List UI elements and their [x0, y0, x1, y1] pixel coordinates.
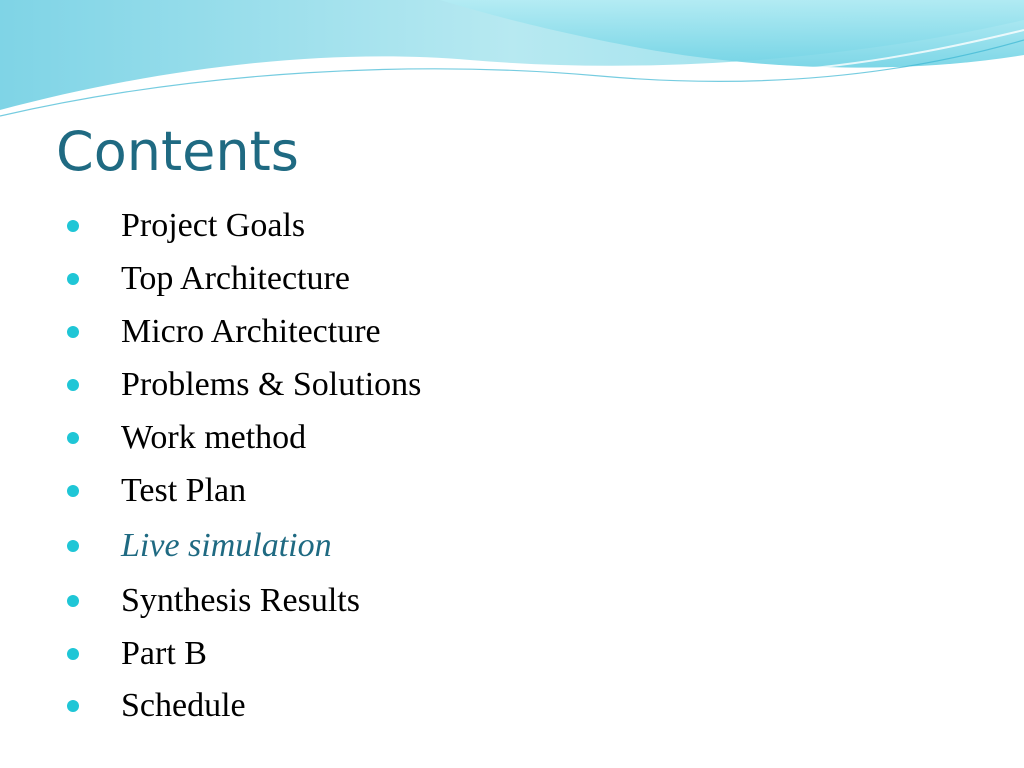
list-item-label: Part B: [121, 635, 207, 672]
list-item-label: Problems & Solutions: [121, 366, 422, 403]
list-item-label: Schedule: [121, 687, 246, 724]
live-simulation-link[interactable]: Live simulation: [121, 527, 332, 564]
bullet-dot-icon: [67, 540, 79, 552]
bullet-dot-icon: [67, 700, 79, 712]
list-item-label: Test Plan: [121, 472, 247, 509]
list-item-label: Work method: [121, 419, 307, 456]
slide-title: Contents: [56, 120, 299, 183]
list-item-label: Micro Architecture: [121, 313, 381, 350]
header-wave-decoration: [0, 0, 1024, 130]
bullet-dot-icon: [67, 648, 79, 660]
bullet-dot-icon: [67, 379, 79, 391]
bullet-dot-icon: [67, 595, 79, 607]
bullet-dot-icon: [67, 220, 79, 232]
bullet-dot-icon: [67, 326, 79, 338]
bullet-dot-icon: [67, 273, 79, 285]
list-item-label: Project Goals: [121, 207, 306, 244]
bullet-dot-icon: [67, 432, 79, 444]
bullet-dot-icon: [67, 485, 79, 497]
list-item-label: Top Architecture: [121, 260, 350, 297]
list-item-label: Synthesis Results: [121, 582, 360, 619]
